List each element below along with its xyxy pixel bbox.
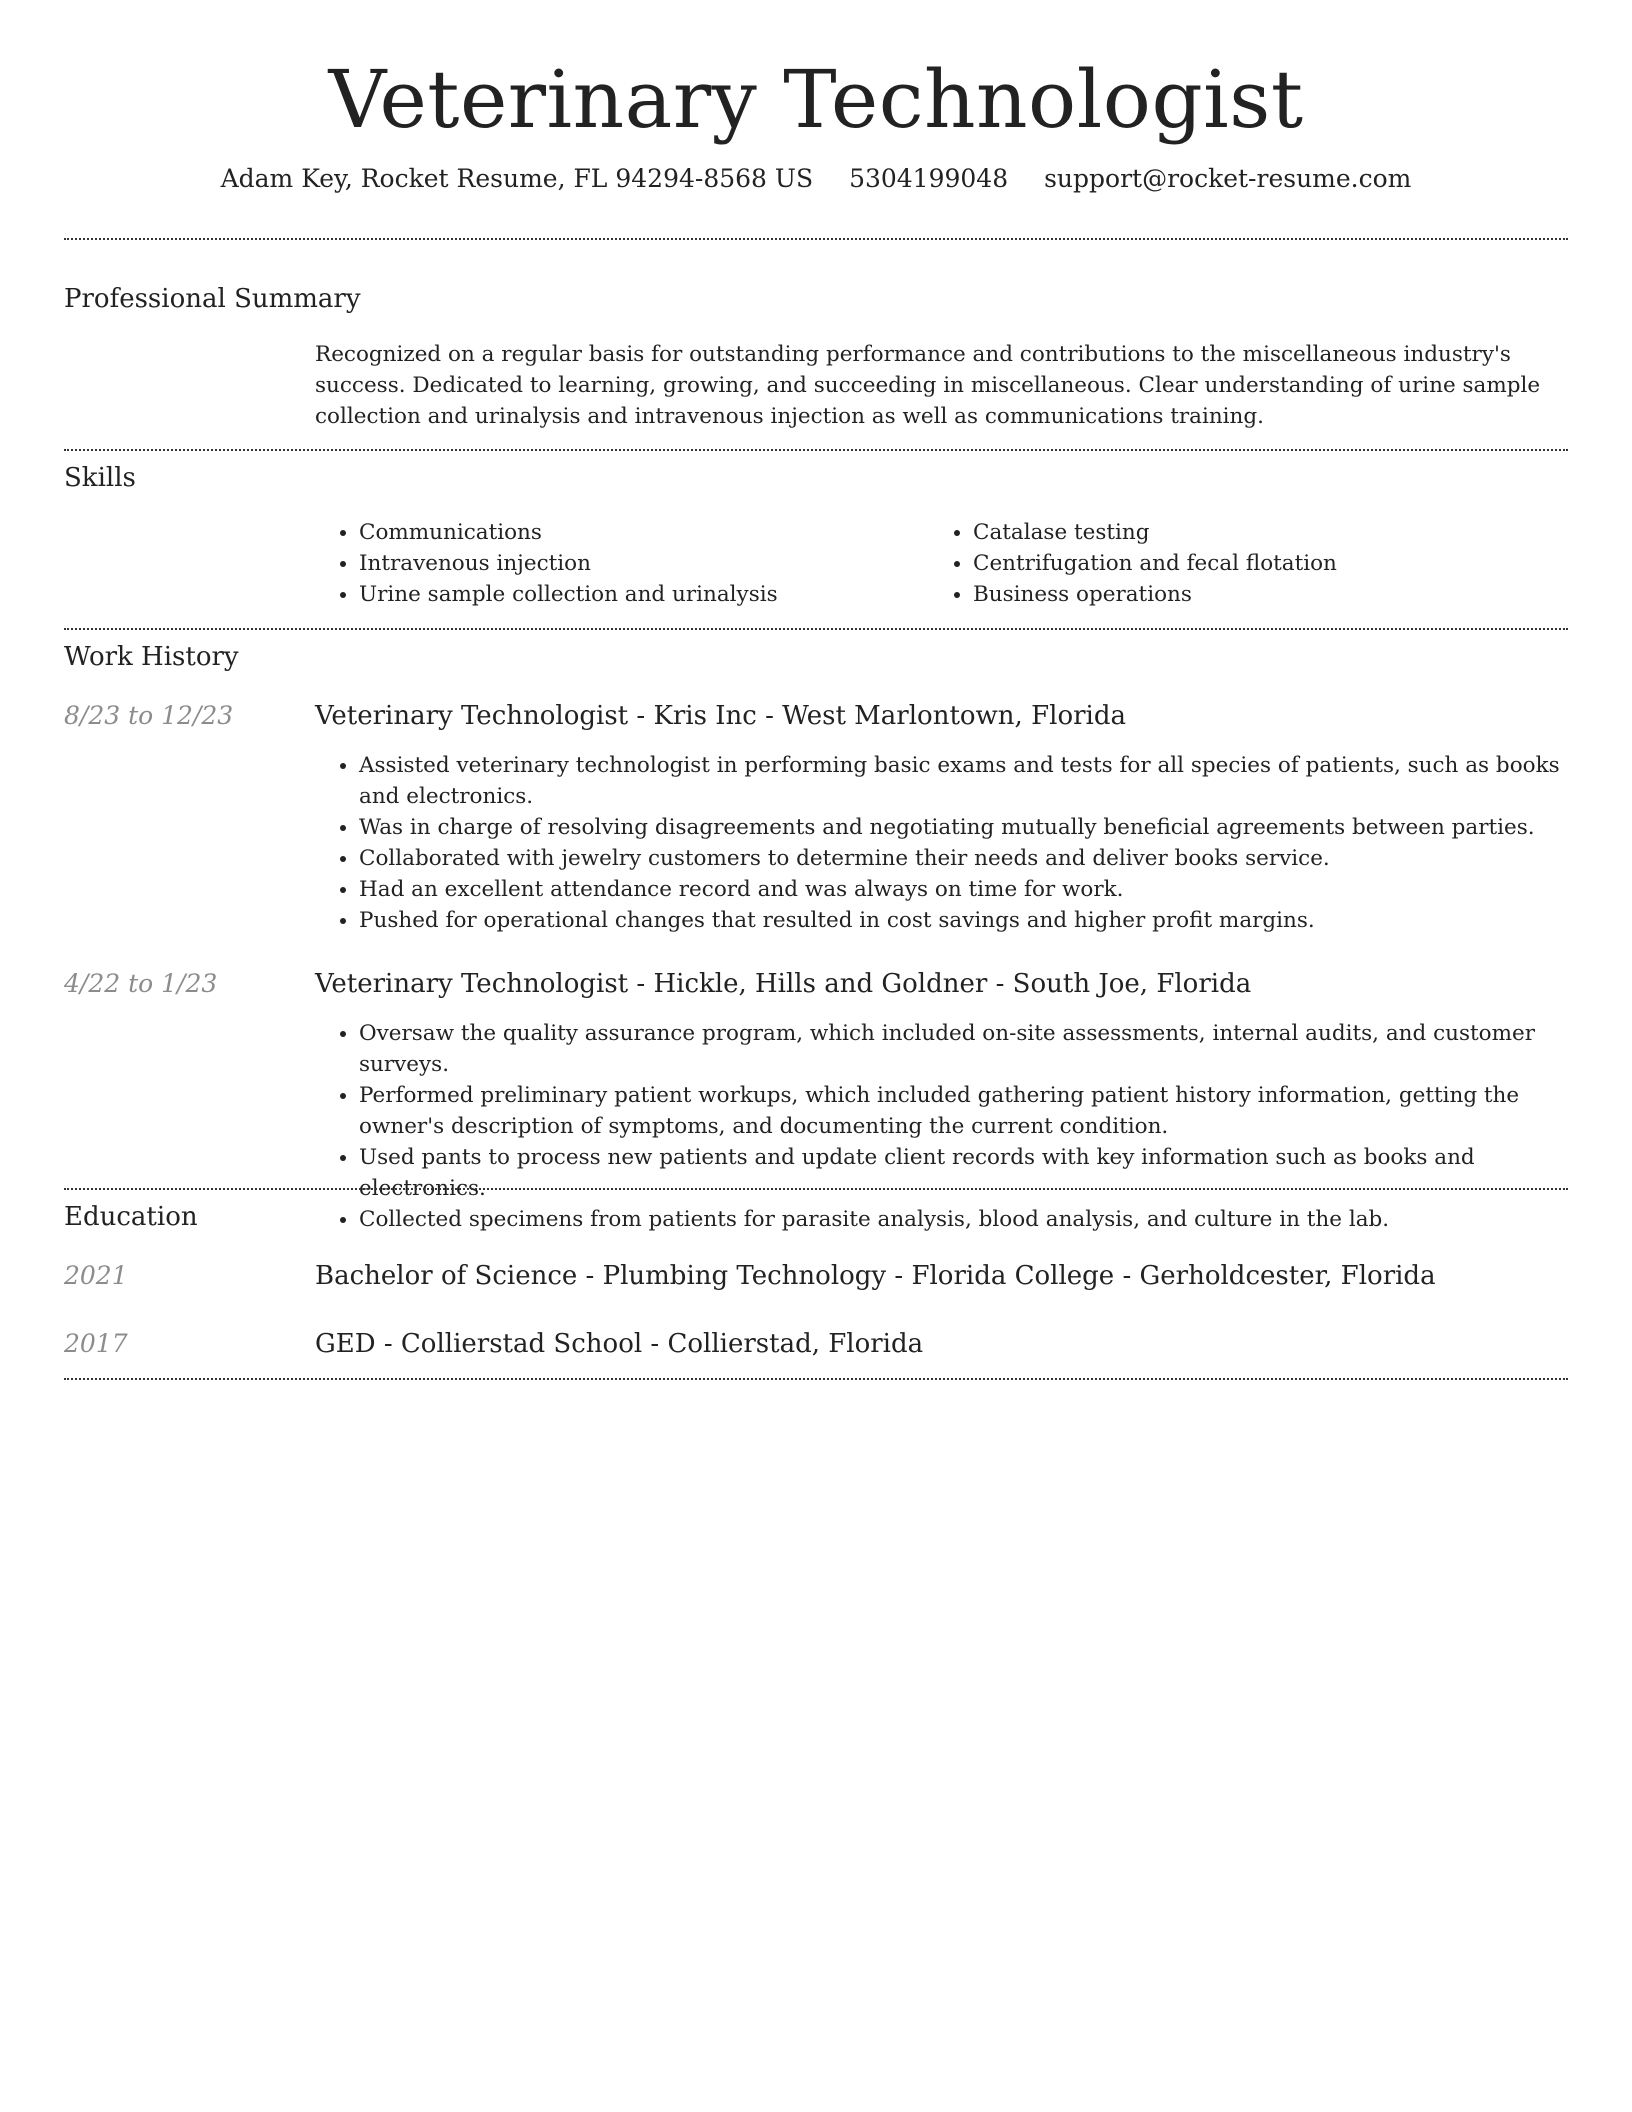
education-year: 2017 (64, 1329, 128, 1358)
section-divider (64, 1378, 1568, 1380)
skills-right-column (929, 517, 1529, 610)
job-dates: 8/23 to 12/23 (64, 701, 234, 730)
skills-left-column (315, 517, 915, 610)
job-position: Veterinary Technologist (315, 969, 629, 999)
section-divider (64, 449, 1568, 451)
job-bullets (315, 750, 1585, 936)
skill-item: • Business operations (973, 579, 1529, 610)
job-location: West Marlontown, Florida (782, 701, 1126, 731)
contact-phone: 5304199048 (849, 164, 1009, 193)
job-bullets (315, 1018, 1585, 1235)
job-employer: Hickle, Hills and Goldner (653, 969, 988, 999)
skill-item: • Centrifugation and fecal flotation (973, 548, 1529, 579)
job-bullet: • Collaborated with jewelry customers to determine their needs and deliver books service. (359, 843, 1585, 874)
education-heading: Education (64, 1202, 198, 1232)
resume-header (0, 0, 1632, 196)
education-year: 2021 (64, 1261, 128, 1290)
summary-text: Recognized on a regular basis for outstanding performance and contributions to the miscellaneous industry's success. Dedicated to learning, growing, and succeeding in miscellaneous. Clear understanding of urine sample collection and urinalysis and intravenous injection as well as communications training. (315, 342, 1541, 429)
skill-item: • Urine sample collection and urinalysis (359, 579, 915, 610)
section-divider (64, 238, 1568, 240)
work-heading: Work History (64, 642, 239, 672)
skill-item: • Intravenous injection (359, 548, 915, 579)
job-bullet: • Used pants to process new patients and update client records with key information such as books and electronics. (359, 1142, 1585, 1204)
job-dates: 4/22 to 1/23 (64, 969, 218, 998)
job-position: Veterinary Technologist (315, 701, 629, 731)
job-heading: Veterinary Technologist - Hickle, Hills and Goldner - South Joe, Florida (315, 969, 1252, 999)
education-entry: Bachelor of Science - Plumbing Technology - Florida College - Gerholdcester, Florida (315, 1261, 1436, 1291)
section-divider (64, 628, 1568, 630)
job-bullet: • Collected specimens from patients for parasite analysis, blood analysis, and culture in the lab. (359, 1204, 1585, 1235)
skills-heading: Skills (64, 463, 136, 493)
job-employer: Kris Inc (653, 701, 757, 731)
job-location: South Joe, Florida (1012, 969, 1252, 999)
skill-item: • Catalase testing (973, 517, 1529, 548)
job-bullet: • Pushed for operational changes that resulted in cost savings and higher profit margins. (359, 905, 1585, 936)
contact-email: support@rocket-resume.com (1044, 164, 1412, 193)
skill-item: • Communications (359, 517, 915, 548)
contact-address: Adam Key, Rocket Resume, FL 94294-8568 US (220, 164, 814, 193)
job-bullet: • Was in charge of resolving disagreements and negotiating mutually beneficial agreements between parties. (359, 812, 1585, 843)
job-bullet: • Assisted veterinary technologist in performing basic exams and tests for all species of patients, such as books and electronics. (359, 750, 1585, 812)
education-entry: GED - Collierstad School - Collierstad, Florida (315, 1329, 924, 1359)
job-heading: Veterinary Technologist - Kris Inc - West Marlontown, Florida (315, 701, 1126, 731)
summary-heading: Professional Summary (64, 284, 361, 314)
job-bullet: • Oversaw the quality assurance program, which included on-site assessments, internal audits, and customer surveys. (359, 1018, 1585, 1080)
contact-line (0, 162, 1632, 196)
resume-title: Veterinary Technologist (328, 53, 1304, 146)
job-bullet: • Had an excellent attendance record and was always on time for work. (359, 874, 1585, 905)
job-bullet: • Performed preliminary patient workups, which included gathering patient history information, getting the owner's description of symptoms, and documenting the current condition. (359, 1080, 1585, 1142)
section-divider (64, 1188, 1568, 1190)
